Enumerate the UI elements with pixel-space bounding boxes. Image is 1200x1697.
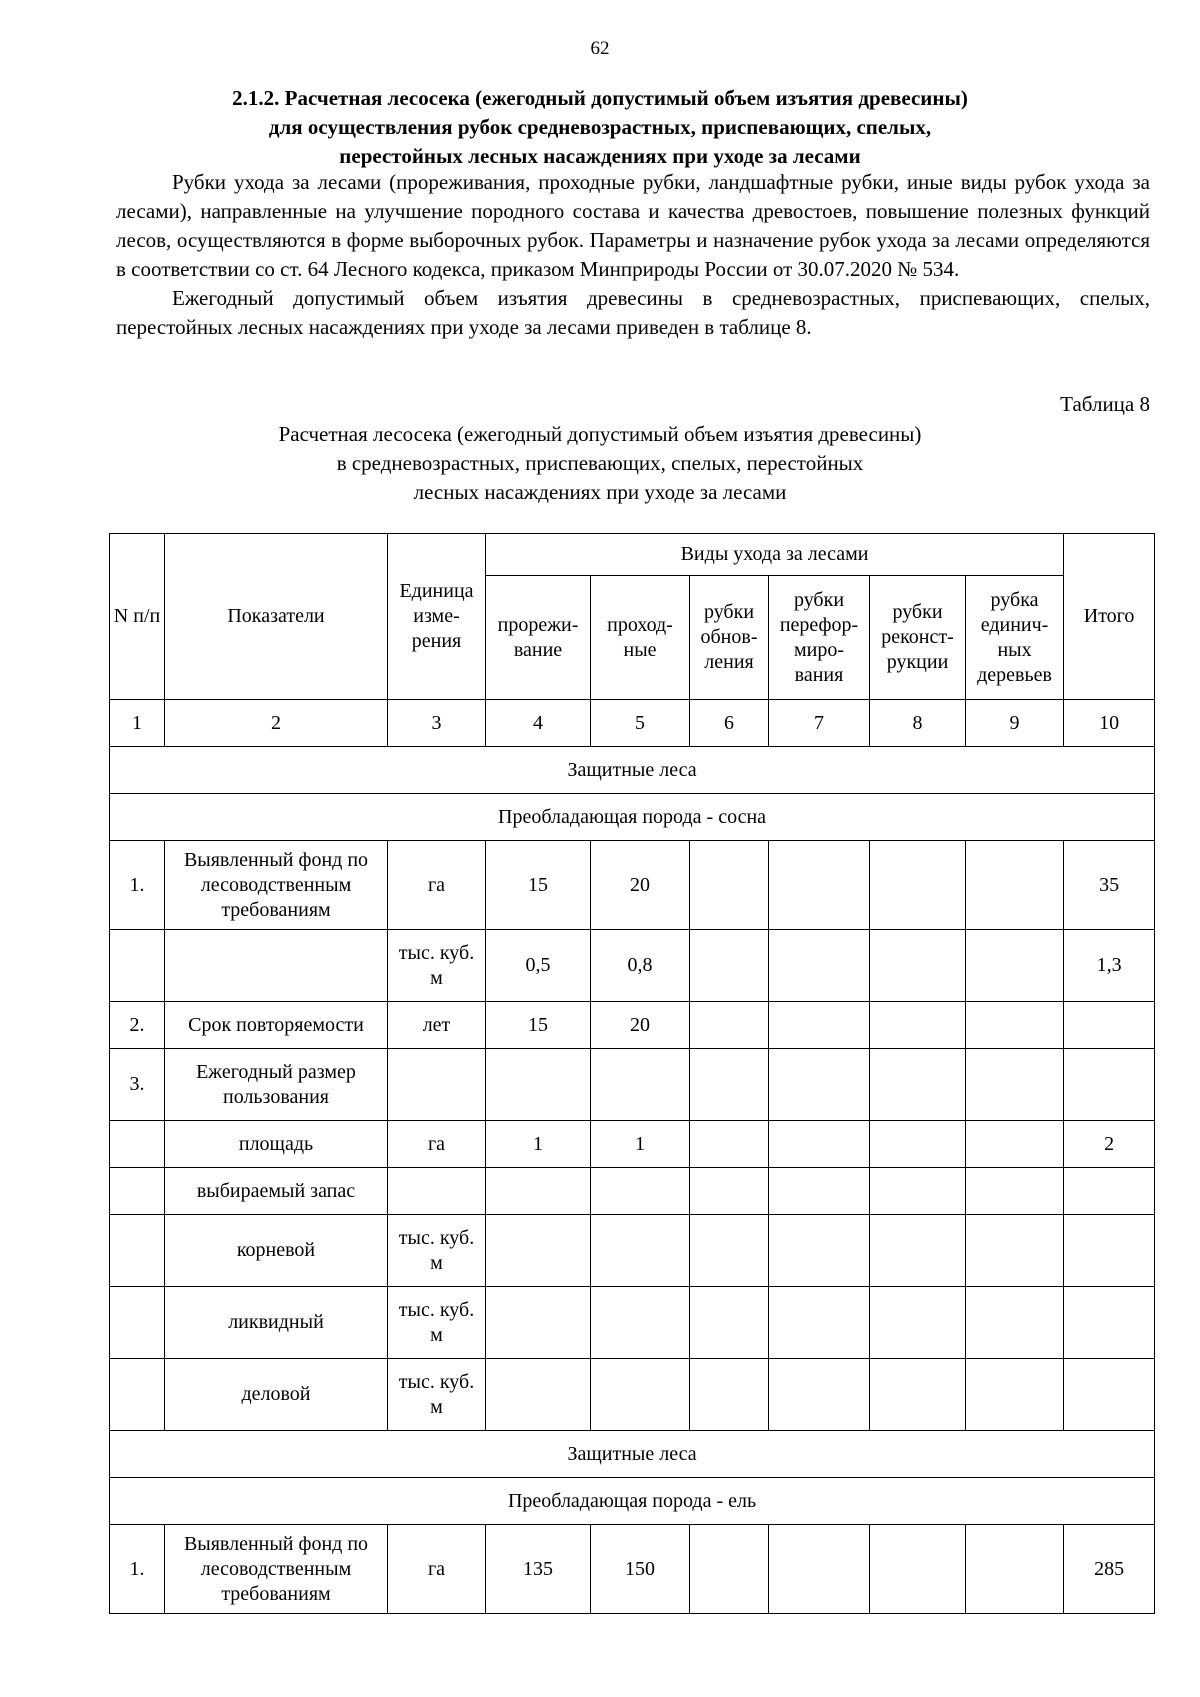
cell-total — [1064, 1359, 1155, 1431]
cell-c7 — [769, 1168, 870, 1215]
cell-c4 — [486, 1215, 591, 1287]
cell-indicator: выбираемый запас — [165, 1168, 388, 1215]
cell-num — [110, 930, 165, 1002]
cell-num — [110, 1287, 165, 1359]
table-label: Таблица 8 — [1060, 392, 1150, 416]
header-reconstruction: рубки реконст-рукции — [870, 576, 966, 700]
section-forest-type: Защитные леса — [110, 747, 1155, 794]
cell-c4: 1 — [486, 1121, 591, 1168]
cell-c5 — [591, 1168, 690, 1215]
cell-c4: 0,5 — [486, 930, 591, 1002]
cell-c4 — [486, 1049, 591, 1121]
table-row — [110, 1359, 1155, 1431]
cell-c4: 135 — [486, 1525, 591, 1614]
cell-c7 — [769, 1287, 870, 1359]
cell-c9 — [966, 1002, 1064, 1049]
cell-unit — [388, 1049, 486, 1121]
cell-c5: 150 — [591, 1525, 690, 1614]
cell-num — [110, 1359, 165, 1431]
paragraph: Ежегодный допустимый объем изъятия древесины в средневозрастных, приспевающих, спелых, перестойных лесных насаждениях при уходе за лесами приведен в таблице 8. — [116, 286, 1150, 339]
section-species: Преобладающая порода - сосна — [110, 794, 1155, 841]
cell-c7 — [769, 930, 870, 1002]
heading-line: для осуществления рубок средневозрастных, приспевающих, спелых, — [268, 115, 932, 139]
column-number: 6 — [690, 700, 769, 747]
cell-c5: 20 — [591, 841, 690, 930]
cell-c4 — [486, 1168, 591, 1215]
cell-c9 — [966, 1168, 1064, 1215]
section-species: Преобладающая порода - ель — [110, 1478, 1155, 1525]
cell-c4: 15 — [486, 841, 591, 930]
heading-line: 2.1.2. Расчетная лесосека (ежегодный допустимый объем изъятия древесины) — [232, 86, 968, 110]
table-row — [110, 930, 1155, 1002]
cell-c8 — [870, 1049, 966, 1121]
cell-c9 — [966, 1049, 1064, 1121]
body-text — [116, 168, 1150, 342]
cell-indicator: Срок повторяемости — [165, 1002, 388, 1049]
cell-unit: га — [388, 841, 486, 930]
cell-c5 — [591, 1049, 690, 1121]
cell-c9 — [966, 930, 1064, 1002]
cell-total: 1,3 — [1064, 930, 1155, 1002]
header-reformation: рубки перефор-миро-вания — [769, 576, 870, 700]
cell-num — [110, 1215, 165, 1287]
cell-total: 35 — [1064, 841, 1155, 930]
paragraph: Рубки ухода за лесами (прореживания, проходные рубки, ландшафтные рубки, иные виды рубок ухода за лесами), направленные на улучшение породного состава и качества древостоев, повышение полезных функций лесов, осуществляются в форме выборочных рубок. Параметры и назначение рубок ухода за лесами определяются в соответствии со ст. 64 Лесного кодекса, приказом Минприроды России от 30.07.2020 № 534. — [116, 170, 1150, 281]
cell-num: 3. — [110, 1049, 165, 1121]
cell-unit: тыс. куб. м — [388, 930, 486, 1002]
cell-total — [1064, 1215, 1155, 1287]
cell-c8 — [870, 1525, 966, 1614]
table-row — [110, 1525, 1155, 1614]
section-heading — [150, 84, 1050, 171]
header-passage: проход-ные — [591, 576, 690, 700]
header-total: Итого — [1064, 534, 1155, 700]
caption-line: Расчетная лесосека (ежегодный допустимый объем изъятия древесины) — [278, 422, 922, 446]
caption-line: в средневозрастных, приспевающих, спелых, перестойных — [336, 451, 864, 475]
pine-rows — [110, 841, 1155, 1431]
cell-c7 — [769, 1121, 870, 1168]
table-row — [110, 1049, 1155, 1121]
cell-c6 — [690, 841, 769, 930]
cell-c8 — [870, 930, 966, 1002]
column-number: 9 — [966, 700, 1064, 747]
cell-c6 — [690, 1359, 769, 1431]
cell-c7 — [769, 1359, 870, 1431]
column-number: 2 — [165, 700, 388, 747]
column-number: 8 — [870, 700, 966, 747]
cell-c4 — [486, 1359, 591, 1431]
cell-c7 — [769, 1002, 870, 1049]
column-number: 5 — [591, 700, 690, 747]
cell-indicator: корневой — [165, 1215, 388, 1287]
cell-total — [1064, 1049, 1155, 1121]
column-number: 10 — [1064, 700, 1155, 747]
cell-indicator: Выявленный фонд по лесоводственным требованиям — [165, 841, 388, 930]
cell-total: 2 — [1064, 1121, 1155, 1168]
cell-num — [110, 1121, 165, 1168]
cell-num: 2. — [110, 1002, 165, 1049]
cell-unit — [388, 1168, 486, 1215]
cell-c9 — [966, 1359, 1064, 1431]
header-indicator: Показатели — [165, 534, 388, 700]
cell-c8 — [870, 1168, 966, 1215]
cell-total: 285 — [1064, 1525, 1155, 1614]
cell-unit: тыс. куб. м — [388, 1287, 486, 1359]
cell-c8 — [870, 1359, 966, 1431]
cell-num: 1. — [110, 841, 165, 930]
cell-c8 — [870, 841, 966, 930]
cell-c5: 1 — [591, 1121, 690, 1168]
cell-c5: 0,8 — [591, 930, 690, 1002]
cell-c7 — [769, 1049, 870, 1121]
header-care-types: Виды ухода за лесами — [486, 534, 1064, 576]
header-renewal: рубки обнов-ления — [690, 576, 769, 700]
table-row — [110, 1121, 1155, 1168]
cell-total — [1064, 1168, 1155, 1215]
cell-c8 — [870, 1002, 966, 1049]
cell-c4: 15 — [486, 1002, 591, 1049]
cell-c9 — [966, 1525, 1064, 1614]
cell-total — [1064, 1287, 1155, 1359]
cell-c6 — [690, 1525, 769, 1614]
header-num: N п/п — [110, 534, 165, 700]
section-forest-type: Защитные леса — [110, 1431, 1155, 1478]
cell-c4 — [486, 1287, 591, 1359]
cell-c9 — [966, 841, 1064, 930]
heading-line: перестойных лесных насаждениях при уходе за лесами — [339, 144, 861, 168]
cell-indicator: деловой — [165, 1359, 388, 1431]
column-number: 3 — [388, 700, 486, 747]
cell-c8 — [870, 1215, 966, 1287]
header-single-trees: рубка единич-ных деревьев — [966, 576, 1064, 700]
cell-c9 — [966, 1287, 1064, 1359]
cell-unit: га — [388, 1525, 486, 1614]
cell-c5 — [591, 1287, 690, 1359]
column-number: 1 — [110, 700, 165, 747]
cell-c5 — [591, 1359, 690, 1431]
cell-c6 — [690, 1121, 769, 1168]
table-row — [110, 841, 1155, 930]
cell-unit: га — [388, 1121, 486, 1168]
column-number: 7 — [769, 700, 870, 747]
header-thinning: прорежи-вание — [486, 576, 591, 700]
cell-c6 — [690, 1049, 769, 1121]
cell-c7 — [769, 841, 870, 930]
cell-c9 — [966, 1121, 1064, 1168]
table-row — [110, 1168, 1155, 1215]
page-number: 62 — [590, 38, 610, 59]
cell-c8 — [870, 1287, 966, 1359]
column-number: 4 — [486, 700, 591, 747]
cell-c6 — [690, 1168, 769, 1215]
column-number-row — [110, 700, 1155, 747]
cell-c6 — [690, 1287, 769, 1359]
cell-unit: лет — [388, 1002, 486, 1049]
cell-indicator: площадь — [165, 1121, 388, 1168]
cell-total — [1064, 1002, 1155, 1049]
caption-line: лесных насаждениях при уходе за лесами — [413, 480, 787, 504]
table-row — [110, 1215, 1155, 1287]
cell-indicator: ликвидный — [165, 1287, 388, 1359]
table-row — [110, 1002, 1155, 1049]
cell-c5: 20 — [591, 1002, 690, 1049]
cell-c5 — [591, 1215, 690, 1287]
cell-c8 — [870, 1121, 966, 1168]
cell-num: 1. — [110, 1525, 165, 1614]
cell-c6 — [690, 1002, 769, 1049]
table-row — [110, 1287, 1155, 1359]
table-caption — [150, 420, 1050, 507]
cell-c6 — [690, 1215, 769, 1287]
cell-unit: тыс. куб. м — [388, 1359, 486, 1431]
cell-indicator: Ежегодный размер пользования — [165, 1049, 388, 1121]
cell-c9 — [966, 1215, 1064, 1287]
cell-num — [110, 1168, 165, 1215]
cell-unit: тыс. куб. м — [388, 1215, 486, 1287]
cell-c7 — [769, 1525, 870, 1614]
spruce-rows — [110, 1525, 1155, 1614]
cell-indicator: Выявленный фонд по лесоводственным требованиям — [165, 1525, 388, 1614]
cell-indicator — [165, 930, 388, 1002]
header-unit: Единица изме-рения — [388, 534, 486, 700]
cell-c7 — [769, 1215, 870, 1287]
harvest-table — [109, 533, 1155, 1614]
cell-c6 — [690, 930, 769, 1002]
